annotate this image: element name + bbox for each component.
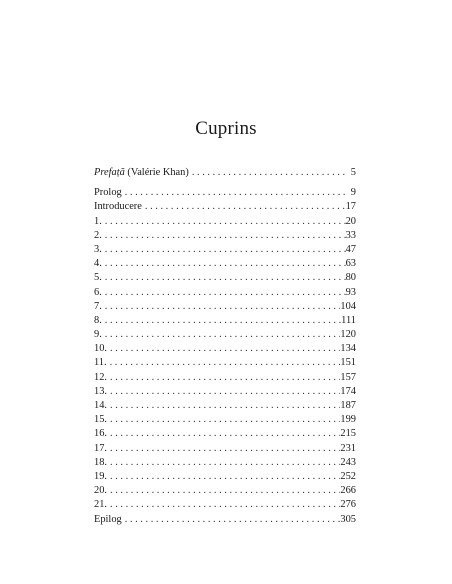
toc-entry-page: 9	[350, 187, 356, 199]
toc-entry-label-italic: Prefață	[94, 167, 125, 178]
toc-entry[interactable]	[94, 399, 356, 413]
dot-leader	[107, 456, 340, 470]
toc-entry-label: 14.	[94, 400, 107, 411]
dot-leader	[107, 371, 340, 385]
toc-entry[interactable]	[94, 243, 356, 257]
toc-entry-label: Introducere	[94, 201, 142, 213]
toc-entry-page: 33	[345, 229, 356, 241]
toc-entry-page: 120	[340, 329, 356, 341]
toc-entry-label: 5.	[94, 272, 102, 284]
toc-entry-page: 93	[345, 286, 356, 298]
dot-leader	[122, 186, 346, 200]
dot-leader	[107, 399, 340, 413]
toc-entry-label: 21.	[94, 499, 107, 511]
toc-entry-page: 187	[340, 400, 356, 411]
toc-entry-page: 215	[340, 428, 356, 440]
toc-entry[interactable]	[94, 456, 356, 470]
toc-entry-label	[94, 166, 189, 180]
toc-entry[interactable]	[94, 271, 356, 285]
toc-entry-page: 5	[350, 167, 356, 178]
toc-entry-label: 8.	[94, 314, 102, 326]
toc-entry[interactable]	[94, 371, 356, 385]
toc-entry-label: 19.	[94, 470, 107, 482]
toc-entry[interactable]	[94, 484, 356, 498]
toc-entry[interactable]	[94, 257, 356, 271]
toc-entry-page: 199	[340, 414, 356, 426]
toc-entry-page: 151	[340, 357, 356, 369]
toc-entry[interactable]	[94, 356, 356, 370]
dot-leader	[107, 427, 340, 441]
toc-entry[interactable]	[94, 215, 356, 229]
toc-entry-page: 305	[340, 513, 356, 525]
toc-entry-page: 63	[345, 258, 356, 270]
toc-entry-label: 1.	[94, 215, 102, 227]
dot-leader	[107, 342, 340, 356]
toc-entry[interactable]	[94, 328, 356, 342]
dot-leader	[142, 200, 346, 214]
toc-entry[interactable]	[94, 186, 356, 200]
toc-entry-page: 276	[340, 499, 356, 511]
toc-entry-label: 4.	[94, 258, 102, 270]
toc-entry[interactable]	[94, 286, 356, 300]
toc-entry[interactable]	[94, 314, 356, 328]
toc-entry-label: 13.	[94, 385, 107, 397]
toc-entry-label: Prolog	[94, 187, 122, 199]
toc-entry-label: 18.	[94, 456, 107, 468]
toc-entry-page: 17	[345, 201, 356, 213]
dot-leader	[107, 385, 340, 399]
toc-entry-page: 231	[340, 442, 356, 454]
toc-entry[interactable]	[94, 229, 356, 243]
toc-entry-page: 266	[340, 485, 356, 497]
toc-entry-page: 104	[340, 300, 356, 312]
toc-entry[interactable]	[94, 427, 356, 441]
toc-entry-label: 9.	[94, 329, 102, 341]
dot-leader	[102, 314, 341, 328]
toc-entry-label: Epilog	[94, 513, 122, 525]
toc-entry-page: 243	[340, 456, 356, 468]
toc-entry-label: 16.	[94, 428, 107, 440]
toc-entry[interactable]	[94, 413, 356, 427]
toc-entry-page: 47	[345, 243, 356, 255]
dot-leader	[107, 484, 340, 498]
toc-entry[interactable]	[94, 200, 356, 214]
toc-entry-label: 15.	[94, 414, 107, 426]
toc-entry-label: 20.	[94, 485, 107, 497]
toc-entry-page: 111	[341, 314, 356, 326]
toc-entry-page: 80	[345, 272, 356, 284]
toc-entry-label-author: (Valérie Khan)	[124, 167, 189, 178]
toc-entry-page: 134	[340, 343, 356, 355]
toc-entry[interactable]	[94, 342, 356, 356]
dot-leader	[102, 328, 341, 342]
toc-entry-label: 11.	[94, 357, 107, 369]
toc-entry-page: 157	[340, 371, 356, 383]
dot-leader	[102, 229, 346, 243]
dot-leader	[107, 356, 341, 370]
dot-leader	[107, 442, 340, 456]
toc-entry-label: 12.	[94, 371, 107, 383]
toc-entry[interactable]	[94, 442, 356, 456]
toc-entry[interactable]	[94, 300, 356, 314]
dot-leader	[102, 300, 341, 314]
dot-leader	[102, 215, 346, 229]
page-title: Cuprins	[195, 118, 257, 139]
dot-leader	[102, 286, 346, 300]
toc-entry-label: 10.	[94, 343, 107, 355]
dot-leader	[107, 470, 340, 484]
dot-leader	[122, 513, 341, 527]
dot-leader	[107, 413, 340, 427]
toc-entry-page: 252	[340, 470, 356, 482]
dot-leader	[102, 257, 346, 271]
dot-leader	[102, 243, 346, 257]
toc-entry-label: 3.	[94, 243, 102, 255]
toc-entry-preface[interactable]	[94, 166, 356, 180]
toc-entry[interactable]	[94, 385, 356, 399]
toc-entry-label: 17.	[94, 442, 107, 454]
dot-leader	[189, 166, 346, 180]
toc-entry[interactable]	[94, 513, 356, 527]
toc-entry[interactable]	[94, 498, 356, 512]
toc-entry-label: 6.	[94, 286, 102, 298]
toc-entry-page: 174	[340, 385, 356, 397]
toc-entry[interactable]	[94, 470, 356, 484]
toc-entry-label: 7.	[94, 300, 102, 312]
dot-leader	[107, 498, 340, 512]
dot-leader	[102, 271, 346, 285]
toc-entry-page: 20	[345, 215, 356, 227]
toc-entry-label: 2.	[94, 229, 102, 241]
table-of-contents	[94, 166, 356, 527]
